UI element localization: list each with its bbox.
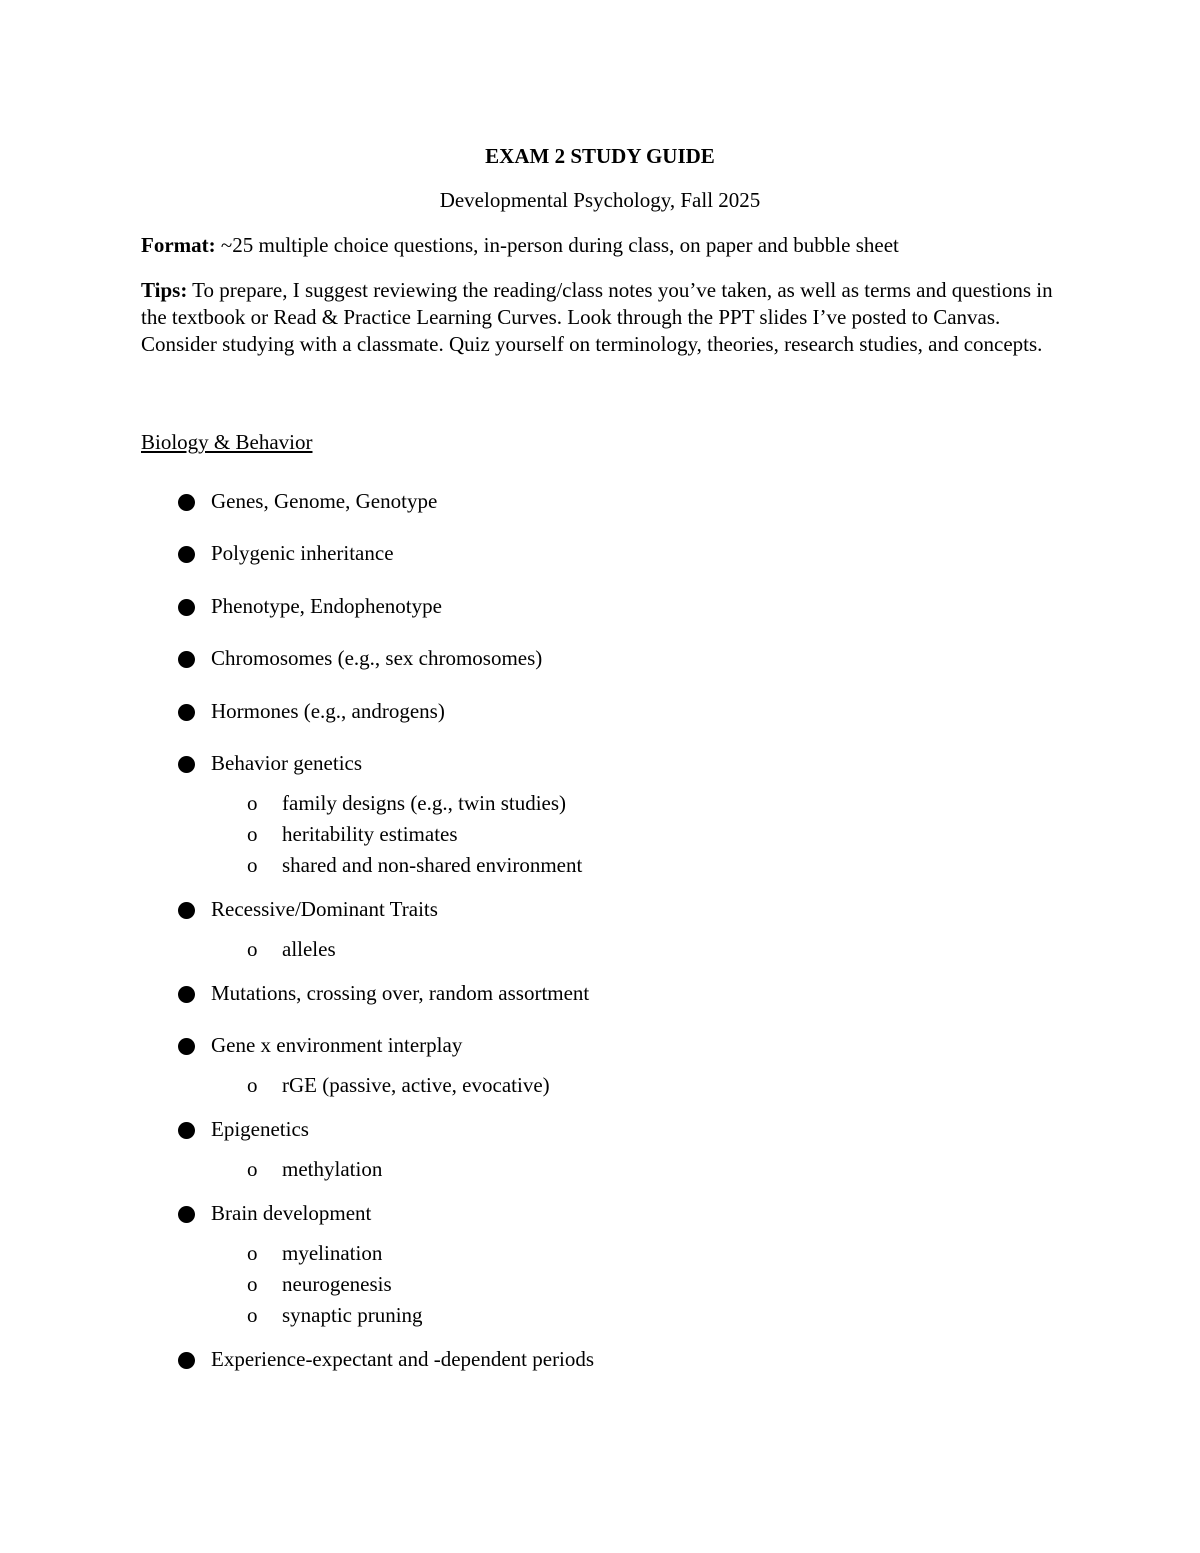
- list-item-label: Epigenetics: [211, 1117, 309, 1142]
- list-item: [0, 697, 1200, 725]
- hollow-bullet-icon: o: [247, 1241, 258, 1266]
- sub-list-item-label: myelination: [282, 1241, 383, 1266]
- sub-list-item: [0, 1301, 1200, 1329]
- sub-list-item: [0, 1071, 1200, 1099]
- bullet-icon: [178, 1352, 195, 1369]
- list-item-label: Brain development: [211, 1201, 372, 1226]
- bullet-icon: [178, 1122, 195, 1139]
- sub-list-item: [0, 935, 1200, 963]
- list-item: [0, 1199, 1200, 1227]
- list-item: [0, 1345, 1200, 1373]
- bullet-icon: [178, 902, 195, 919]
- sub-list-item: [0, 820, 1200, 848]
- hollow-bullet-icon: o: [247, 853, 258, 877]
- sub-list-item-label: alleles: [282, 937, 336, 961]
- bullet-icon: [178, 1038, 195, 1055]
- list-item-label: Experience-expectant and -dependent periods: [211, 1347, 595, 1372]
- bullet-icon: [178, 756, 195, 773]
- sub-list-item: [0, 1155, 1200, 1183]
- list-item: [0, 1031, 1200, 1059]
- sub-list-item-label: neurogenesis: [282, 1272, 392, 1297]
- sub-list-item-label: synaptic pruning: [282, 1303, 423, 1328]
- format-paragraph: [141, 232, 1071, 259]
- hollow-bullet-icon: o: [247, 1272, 258, 1297]
- sub-list-item-label: rGE (passive, active, evocative): [282, 1073, 550, 1098]
- bullet-icon: [178, 599, 195, 616]
- bullet-icon: [178, 1206, 195, 1223]
- list-item: [0, 979, 1200, 1007]
- hollow-bullet-icon: o: [247, 822, 258, 846]
- bullet-icon: [178, 546, 195, 563]
- sub-list-item: [0, 851, 1200, 879]
- list-item: [0, 487, 1200, 515]
- sub-list-item: [0, 1239, 1200, 1267]
- sub-list-item-label: family designs (e.g., twin studies): [282, 791, 567, 815]
- bullet-icon: [178, 651, 195, 668]
- list-item: [0, 539, 1200, 567]
- hollow-bullet-icon: o: [247, 1303, 258, 1328]
- sub-list-item-label: shared and non-shared environment: [282, 853, 583, 877]
- hollow-bullet-icon: o: [247, 937, 258, 961]
- hollow-bullet-icon: o: [247, 1073, 258, 1098]
- list-item-label: Recessive/Dominant Traits: [211, 897, 438, 921]
- page-title: EXAM 2 STUDY GUIDE: [485, 144, 715, 168]
- list-item-label: Hormones (e.g., androgens): [211, 698, 445, 723]
- list-item: [0, 644, 1200, 672]
- list-item: [0, 1115, 1200, 1143]
- list-item: [0, 749, 1200, 777]
- tips-paragraph: [141, 277, 1071, 358]
- list-item-label: Mutations, crossing over, random assortment: [211, 981, 590, 1005]
- sub-list-item-label: heritability estimates: [282, 822, 458, 846]
- list-item: [0, 592, 1200, 620]
- sub-list-item-label: methylation: [282, 1157, 383, 1182]
- bullet-icon: [178, 494, 195, 511]
- list-item-label: Phenotype, Endophenotype: [211, 593, 442, 618]
- tips-text: To prepare, I suggest reviewing the reading/class notes you’ve taken, as well as terms and questions in the textbook or Read & Practice Learning Curves. Look through the PPT slides I’ve posted to Canvas. Consider studying with a classmate. Quiz yourself on terminology, theories, research studies, and concepts.: [141, 278, 1053, 356]
- hollow-bullet-icon: o: [247, 791, 258, 815]
- bullet-icon: [178, 986, 195, 1003]
- course-subtitle: Developmental Psychology, Fall 2025: [439, 188, 761, 212]
- hollow-bullet-icon: o: [247, 1157, 258, 1182]
- sub-list-item: [0, 1270, 1200, 1298]
- format-label: Format:: [141, 233, 216, 257]
- format-text: ~25 multiple choice questions, in-person during class, on paper and bubble sheet: [215, 233, 899, 257]
- list-item-label: Genes, Genome, Genotype: [211, 489, 438, 513]
- sub-list-item: [0, 789, 1200, 817]
- list-item-label: Polygenic inheritance: [211, 541, 394, 566]
- list-item-label: Chromosomes (e.g., sex chromosomes): [211, 646, 543, 671]
- list-item: [0, 895, 1200, 923]
- tips-label: Tips:: [141, 278, 188, 302]
- bullet-icon: [178, 704, 195, 721]
- section-heading: Biology & Behavior: [141, 430, 313, 454]
- list-item-label: Gene x environment interplay: [211, 1033, 463, 1058]
- list-item-label: Behavior genetics: [211, 751, 363, 775]
